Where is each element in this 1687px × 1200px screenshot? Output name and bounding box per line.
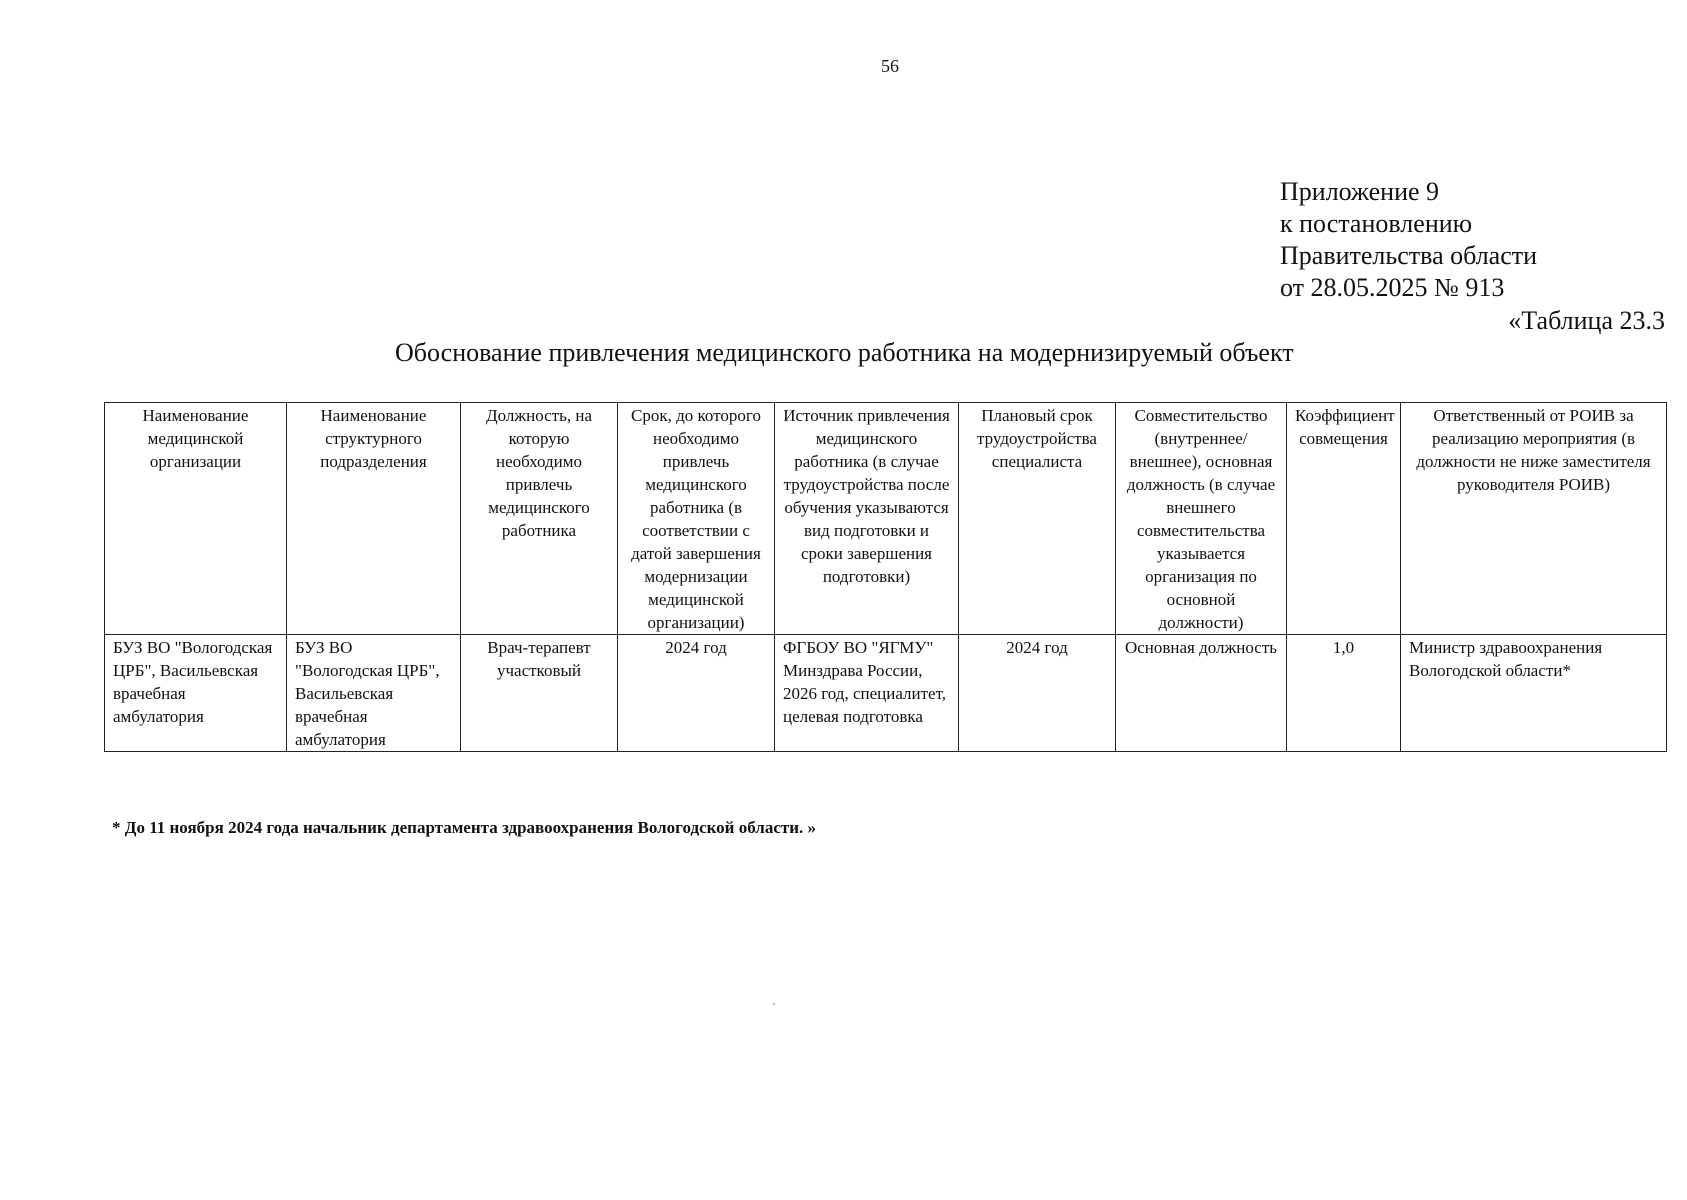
table-cell: БУЗ ВО "Вологодская ЦРБ", Васильевская врачебная амбулатория [287, 635, 461, 752]
column-header: Наименование медицинской организации [105, 403, 287, 635]
appendix-block [1280, 176, 1660, 304]
scan-speck [773, 1003, 775, 1005]
column-header: Совместительство (внутреннее/внешнее), основная должность (в случае внешнего совместительства указывается организация по основной должности) [1116, 403, 1287, 635]
justification-table [104, 402, 1667, 752]
column-header: Ответственный от РОИВ за реализацию мероприятия (в должности не ниже заместителя руководителя РОИВ) [1401, 403, 1667, 635]
column-header: Должность, на которую необходимо привлечь медицинского работника [461, 403, 618, 635]
footnote: * До 11 ноября 2024 года начальник департамента здравоохранения Вологодской области. » [112, 818, 817, 837]
appendix-line: Правительства области [1280, 241, 1538, 270]
table-cell: Врач-терапевт участковый [461, 635, 618, 752]
column-header: Срок, до которого необходимо привлечь медицинского работника (в соответствии с датой завершения модернизации медицинской организации) [618, 403, 775, 635]
appendix-line: от 28.05.2025 № 913 [1280, 273, 1505, 302]
table-row [105, 635, 1667, 752]
column-header: Источник привлечения медицинского работника (в случае трудоустройства после обучения указываются вид подготовки и сроки завершения подготовки) [775, 403, 959, 635]
table-cell: ФГБОУ ВО "ЯГМУ" Минздрава России, 2026 год, специалитет, целевая подготовка [775, 635, 959, 752]
table-cell: Основная должность [1116, 635, 1287, 752]
table-cell: Министр здравоохранения Вологодской области* [1401, 635, 1667, 752]
table-cell: БУЗ ВО "Вологодская ЦРБ", Васильевская врачебная амбулатория [105, 635, 287, 752]
table-cell: 1,0 [1287, 635, 1401, 752]
page-number: 56 [881, 56, 899, 76]
table-header-row [105, 403, 1667, 635]
table-cell: 2024 год [618, 635, 775, 752]
table-cell: 2024 год [959, 635, 1116, 752]
appendix-line: к постановлению [1280, 209, 1473, 238]
document-title: Обоснование привлечения медицинского работника на модернизируемый объект [395, 338, 1294, 367]
appendix-line: Приложение 9 [1280, 177, 1440, 206]
column-header: Коэффициент совмещения [1287, 403, 1401, 635]
column-header: Наименование структурного подразделения [287, 403, 461, 635]
table-label: «Таблица 23.3 [1508, 306, 1665, 335]
column-header: Плановый срок трудоустройства специалиста [959, 403, 1116, 635]
